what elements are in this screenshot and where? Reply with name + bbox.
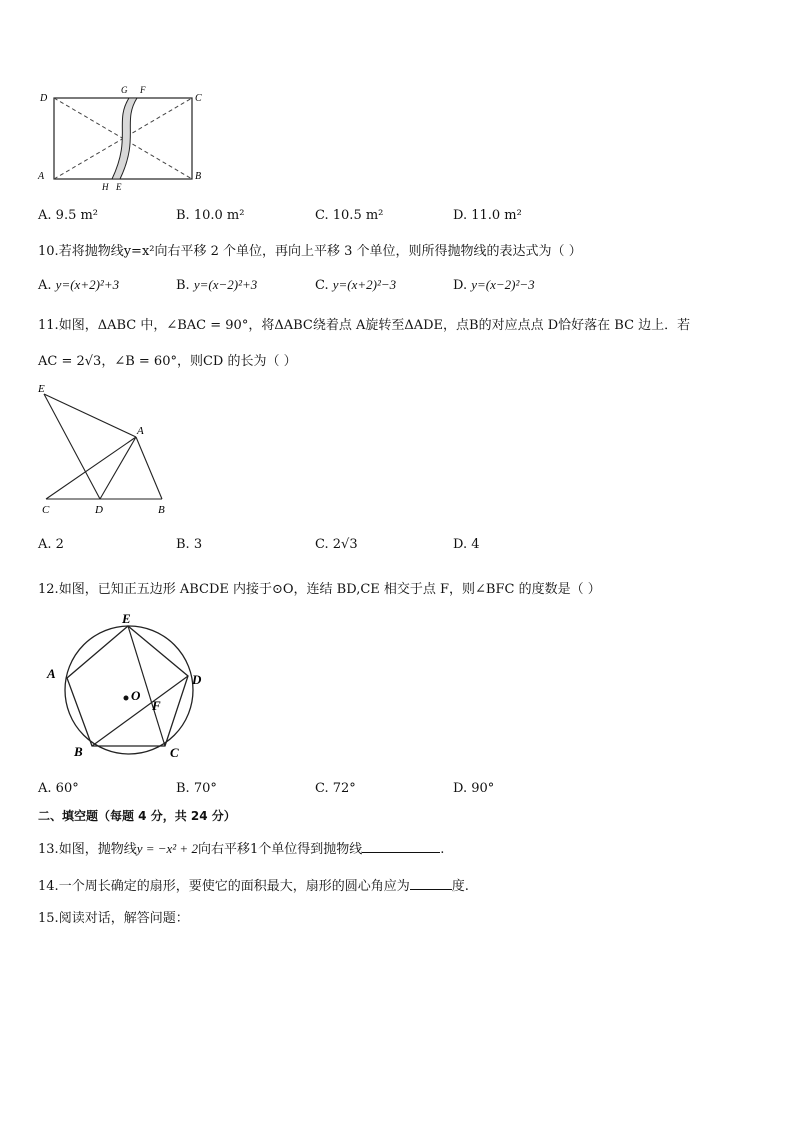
label-d: D xyxy=(95,504,103,516)
label-c: C xyxy=(42,504,50,516)
stem-text: 如图，抛物线 xyxy=(58,842,137,857)
segment-ea xyxy=(44,394,136,437)
q10-option-d[interactable] xyxy=(453,277,535,293)
label-h: H xyxy=(102,182,109,192)
option-key: C. xyxy=(315,208,329,223)
option-key: C. xyxy=(315,278,329,293)
q9-option-d[interactable] xyxy=(453,208,522,223)
stem-expr: y=x² xyxy=(123,244,155,259)
q10-option-c[interactable] xyxy=(315,277,396,293)
label-f: F xyxy=(152,698,161,713)
option-key: D. xyxy=(453,781,468,796)
question-number: 11. xyxy=(38,318,59,333)
option-value: 2 xyxy=(55,537,64,552)
stem-text: 向右平移 2 个单位，再向上平移 3 个单位，则所得抛物线的表达式为（ ） xyxy=(154,244,582,259)
option-key: A. xyxy=(38,208,52,223)
question-number: 14. xyxy=(38,879,59,894)
option-value: 10.5 m² xyxy=(332,208,384,223)
option-key: B. xyxy=(176,278,190,293)
segment-ca xyxy=(46,437,136,499)
option-key: A. xyxy=(38,537,52,552)
q11-option-a[interactable] xyxy=(38,537,64,552)
q9-option-b[interactable] xyxy=(176,208,244,223)
option-value: y=(x+2)²−3 xyxy=(332,277,397,292)
q12-option-a[interactable] xyxy=(38,781,79,796)
q9-option-a[interactable] xyxy=(38,208,98,223)
option-value: 10.0 m² xyxy=(193,208,245,223)
option-value: y=(x−2)²−3 xyxy=(471,277,535,292)
segment-ce xyxy=(128,626,165,746)
segment-ab xyxy=(136,437,162,499)
label-c: C xyxy=(195,93,202,104)
option-key: B. xyxy=(176,781,190,796)
q12-option-c[interactable] xyxy=(315,781,356,796)
q12-stem xyxy=(38,578,601,597)
label-o: O xyxy=(131,688,141,703)
stem-text: 若将抛物线 xyxy=(58,244,124,259)
q11-stem-line1 xyxy=(38,314,690,333)
option-key: C. xyxy=(315,537,329,552)
q12-option-d[interactable] xyxy=(453,781,494,796)
stem-text: 一个周长确定的扇形，要使它的面积最大，扇形的圆心角应为 xyxy=(58,879,410,894)
label-b: B xyxy=(158,504,165,516)
option-value: y=(x+2)²+3 xyxy=(55,277,120,292)
option-value: 72° xyxy=(332,781,356,796)
q14-stem xyxy=(38,875,469,894)
figure-triangle-rotation xyxy=(34,382,174,518)
answer-blank[interactable] xyxy=(362,840,440,853)
label-e: E xyxy=(116,182,122,192)
stem-text: AC = 2√3，∠B = 60°，则CD 的长为（ ） xyxy=(38,354,297,369)
figure-rectangle-road xyxy=(34,82,214,194)
stem-end: . xyxy=(440,842,445,857)
stem-text: 如图，已知正五边形 ABCDE 内接于⊙O，连结 BD,CE 相交于点 F，则∠BFC 的度数是（ ） xyxy=(58,582,601,597)
q15-stem xyxy=(38,907,189,926)
answer-blank[interactable] xyxy=(410,877,452,890)
option-key: D. xyxy=(453,537,468,552)
label-d: D xyxy=(40,93,48,104)
q10-option-b[interactable] xyxy=(176,277,257,293)
option-value: 3 xyxy=(193,537,203,552)
option-value: 60° xyxy=(55,781,79,796)
question-number: 13. xyxy=(38,842,59,857)
label-b: B xyxy=(74,744,83,759)
option-key: B. xyxy=(176,537,190,552)
label-g: G xyxy=(121,85,128,95)
label-e: E xyxy=(38,383,45,395)
option-key: D. xyxy=(453,208,468,223)
label-a: A xyxy=(137,425,144,437)
label-c: C xyxy=(170,745,179,760)
option-value: 9.5 m² xyxy=(55,208,99,223)
option-key: A. xyxy=(38,278,52,293)
segment-ed xyxy=(44,394,100,499)
option-value: y=(x−2)²+3 xyxy=(193,277,258,292)
segment-da xyxy=(100,437,136,499)
option-key: C. xyxy=(315,781,329,796)
option-value: 11.0 m² xyxy=(471,208,522,223)
option-value: 90° xyxy=(471,781,495,796)
section-title: 二、填空题（每题 4 分，共 24 分） xyxy=(38,809,236,823)
road-strip xyxy=(112,98,137,179)
stem-expr: y = −x² + 2 xyxy=(136,841,198,856)
stem-text: 如图，ΔABC 中，∠BAC = 90°，将ΔABC绕着点 A旋转至ΔADE，点B的对应点点 D恰好落在 BC 边上．若 xyxy=(58,318,691,333)
stem-text: 阅读对话，解答问题： xyxy=(58,911,189,926)
q11-stem-line2 xyxy=(38,350,297,369)
option-value: 70° xyxy=(193,781,217,796)
option-value: 4 xyxy=(471,537,480,552)
q10-option-a[interactable] xyxy=(38,277,119,293)
option-key: D. xyxy=(453,278,468,293)
stem-text: 度. xyxy=(451,879,469,894)
circle-o xyxy=(65,626,193,754)
label-d: D xyxy=(192,672,202,687)
label-a: A xyxy=(38,171,45,182)
q11-option-d[interactable] xyxy=(453,537,480,552)
question-number: 15. xyxy=(38,911,59,926)
question-number: 12. xyxy=(38,582,59,597)
q12-option-b[interactable] xyxy=(176,781,217,796)
label-b: B xyxy=(195,171,202,182)
label-f: F xyxy=(140,85,146,95)
q9-option-c[interactable] xyxy=(315,208,383,223)
q10-stem xyxy=(38,240,582,259)
question-number: 10. xyxy=(38,244,59,259)
q13-stem xyxy=(38,838,444,857)
label-a: A xyxy=(47,666,56,681)
label-e: E xyxy=(122,612,131,626)
option-key: A. xyxy=(38,781,52,796)
q11-option-c[interactable] xyxy=(315,537,358,552)
figure-pentagon-circle xyxy=(42,612,214,768)
q11-option-b[interactable] xyxy=(176,537,202,552)
option-key: B. xyxy=(176,208,190,223)
option-value: 2√3 xyxy=(332,537,358,552)
stem-text: 向右平移1个单位得到抛物线 xyxy=(197,842,363,857)
center-dot xyxy=(124,696,129,701)
